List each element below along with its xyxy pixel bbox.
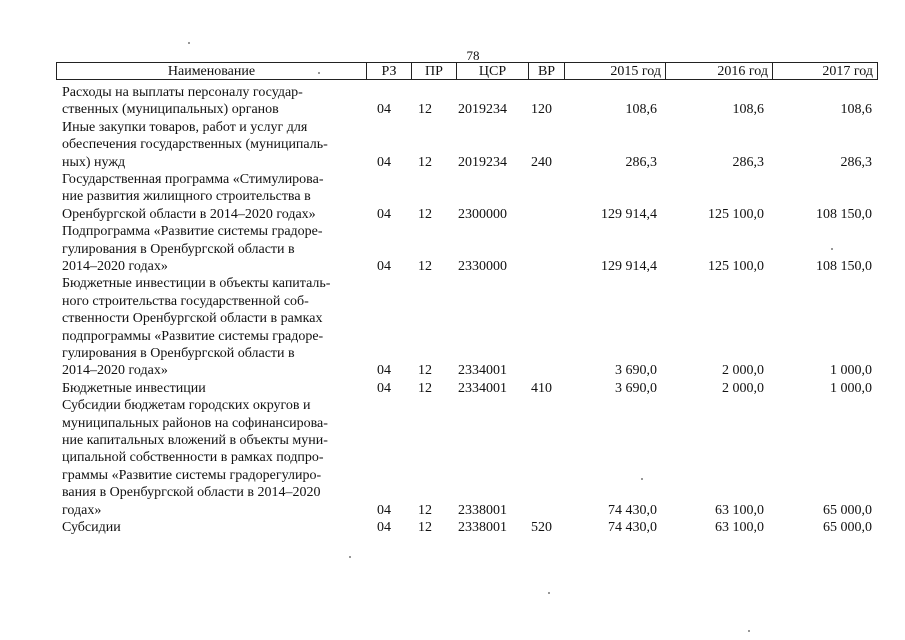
cell-y2016: 63 100,0: [715, 502, 764, 518]
cell-y2016: 125 100,0: [708, 259, 764, 274]
cell-y2016: 63 100,0: [715, 520, 764, 535]
header-pr: ПР: [411, 63, 456, 79]
row-name-line: годах»: [62, 502, 102, 518]
row-name-line: ного строительства государственной соб-: [62, 293, 309, 309]
row-name-line: Бюджетные инвестиции в объекты капиталь-: [62, 276, 331, 292]
cell-y2016: 286,3: [732, 154, 764, 170]
scan-speck: [548, 592, 550, 594]
cell-vr: 240: [531, 154, 552, 170]
row-name: [62, 119, 328, 171]
cell-rz: 04: [377, 102, 391, 118]
row-name: [62, 380, 206, 397]
row-name-line: Бюджетные инвестиции: [62, 380, 206, 396]
row-name-line: ственности Оренбургской области в рамках: [62, 311, 323, 327]
cell-pr: 12: [418, 154, 432, 170]
row-name: [62, 171, 323, 223]
cell-y2017: 65 000,0: [823, 502, 872, 518]
row-name-line: ние развития жилищного строительства в: [62, 189, 311, 205]
row-name-line: Подпрограмма «Развитие системы градоре-: [62, 224, 323, 240]
header-csr: ЦСР: [456, 63, 528, 79]
cell-rz: 04: [377, 502, 391, 518]
cell-rz: 04: [377, 380, 391, 396]
cell-pr: 12: [418, 206, 432, 222]
row-name-line: подпрограммы «Развитие системы градоре-: [62, 328, 324, 344]
cell-csr: 2338001: [458, 520, 507, 535]
row-name-line: 2014–2020 годах»: [62, 363, 168, 379]
cell-pr: 12: [418, 520, 432, 535]
cell-rz: 04: [377, 520, 391, 535]
cell-y2017: 108 150,0: [816, 259, 872, 274]
row-name-line: 2014–2020 годах»: [62, 259, 168, 274]
cell-y2017: 1 000,0: [830, 380, 872, 396]
row-name: [62, 223, 323, 275]
cell-y2016: 125 100,0: [708, 206, 764, 222]
header-2015: 2015 год: [564, 63, 665, 79]
cell-y2017: 286,3: [840, 154, 872, 170]
row-name: [62, 519, 121, 536]
row-name-line: муниципальных районов на софинансирова-: [62, 415, 328, 431]
row-name-line: ние капитальных вложений в объекты муни-: [62, 433, 328, 448]
row-name-line: гулирования в Оренбургской области в: [62, 241, 295, 257]
table-header: [56, 62, 878, 80]
row-name-line: Расходы на выплаты персоналу государ-: [62, 85, 303, 100]
row-name: [62, 84, 303, 119]
cell-y2016: 2 000,0: [722, 363, 764, 379]
cell-y2015: 108,6: [625, 102, 657, 118]
cell-rz: 04: [377, 206, 391, 222]
scan-speck: [318, 72, 320, 74]
cell-pr: 12: [418, 502, 432, 518]
header-vr: ВР: [528, 63, 564, 79]
scan-speck: [188, 42, 190, 44]
header-name: Наименование: [167, 64, 256, 79]
cell-y2015: 3 690,0: [615, 380, 657, 396]
cell-pr: 12: [418, 102, 432, 118]
row-name-line: граммы «Развитие системы градорегулиро-: [62, 467, 322, 483]
cell-rz: 04: [377, 259, 391, 274]
cell-pr: 12: [418, 380, 432, 396]
cell-rz: 04: [377, 363, 391, 379]
cell-y2017: 1 000,0: [830, 363, 872, 379]
cell-vr: 520: [531, 520, 552, 535]
row-name: [62, 275, 330, 379]
cell-csr: 2338001: [458, 502, 507, 518]
row-name-line: гулирования в Оренбургской области в: [62, 346, 295, 362]
row-name-line: вания в Оренбургской области в 2014–2020: [62, 485, 321, 501]
cell-y2016: 2 000,0: [722, 380, 764, 396]
page-number: 78: [466, 48, 480, 63]
row-name-line: Иные закупки товаров, работ и услуг для: [62, 119, 308, 135]
cell-y2015: 129 914,4: [601, 259, 657, 274]
row-name: [62, 397, 328, 519]
scan-speck: [641, 478, 643, 480]
cell-csr: 2019234: [458, 102, 507, 118]
cell-y2015: 129 914,4: [601, 206, 657, 222]
header-2016: 2016 год: [665, 63, 772, 79]
cell-csr: 2330000: [458, 259, 507, 274]
cell-y2016: 108,6: [732, 102, 764, 118]
row-name-line: Субсидии: [62, 520, 121, 535]
cell-y2015: 3 690,0: [615, 363, 657, 379]
cell-csr: 2300000: [458, 206, 507, 222]
cell-pr: 12: [418, 363, 432, 379]
row-name-line: Государственная программа «Стимулирова-: [62, 172, 324, 187]
row-name-line: ципальной собственности в рамках подпро-: [62, 450, 324, 466]
cell-vr: 120: [531, 102, 552, 118]
cell-y2015: 74 430,0: [608, 502, 657, 518]
row-name-line: Оренбургской области в 2014–2020 годах»: [62, 206, 316, 222]
header-rz: РЗ: [366, 63, 411, 79]
cell-y2017: 108,6: [840, 102, 872, 118]
scan-speck: [831, 248, 833, 250]
scan-speck: [748, 630, 750, 632]
cell-y2015: 74 430,0: [608, 520, 657, 535]
cell-csr: 2334001: [458, 380, 507, 396]
row-name-line: обеспечения государственных (муниципаль-: [62, 137, 328, 153]
row-name-line: ных) нужд: [62, 154, 126, 170]
cell-csr: 2334001: [458, 363, 507, 379]
cell-csr: 2019234: [458, 154, 507, 170]
cell-y2017: 108 150,0: [816, 206, 872, 222]
cell-y2017: 65 000,0: [823, 520, 872, 535]
cell-rz: 04: [377, 154, 391, 170]
row-name-line: ственных (муниципальных) органов: [62, 102, 279, 118]
cell-vr: 410: [531, 380, 552, 396]
cell-y2015: 286,3: [625, 154, 657, 170]
row-name-line: Субсидии бюджетам городских округов и: [62, 398, 311, 414]
header-2017: 2017 год: [772, 63, 877, 79]
cell-pr: 12: [418, 259, 432, 274]
scan-speck: [349, 556, 351, 558]
